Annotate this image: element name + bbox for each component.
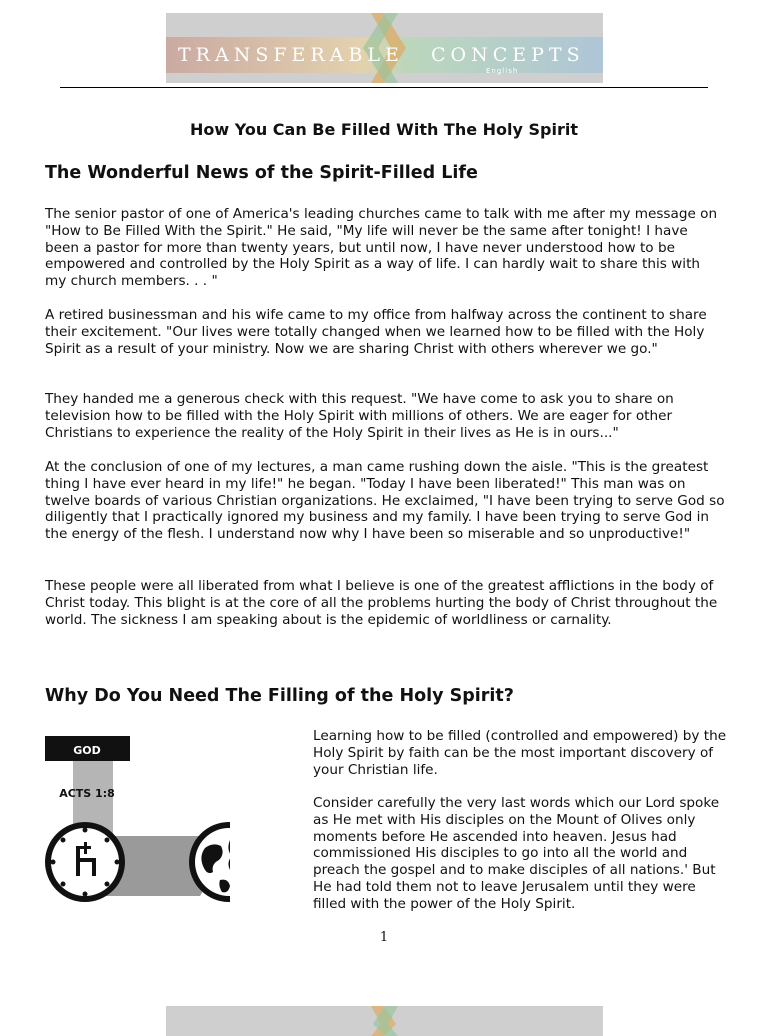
next-page-banner [166, 1006, 603, 1036]
section1-heading: The Wonderful News of the Spirit-Filled Life [45, 163, 478, 183]
throne-circle-icon [45, 822, 125, 902]
verse-label: ACTS 1:8 [59, 787, 115, 800]
spirit-diagram [40, 730, 230, 914]
god-label: GOD [73, 744, 101, 757]
header-rule [60, 87, 708, 88]
paragraph: A retired businessman and his wife came to my office from halfway across the continent to share their excitement. "Our lives were totally changed when we learned how to be filled with the Holy Spirit as a result of your ministry. Now we are sharing Christ with others wherever we go." [45, 307, 707, 357]
page-number: 1 [379, 930, 389, 945]
paragraph: These people were all liberated from what I believe is one of the greatest afflictions in the body of Christ today. This blight is at the core of all the problems hurting the body of Christ throughout the world. The sickness I am speaking about is the epidemic of worldliness or carnality. [45, 578, 718, 628]
section2-heading: Why Do You Need The Filling of the Holy Spirit? [45, 686, 514, 706]
header-banner [166, 13, 603, 83]
banner-right-word: CONCEPTS [431, 44, 585, 66]
document-title: How You Can Be Filled With The Holy Spirit [190, 120, 578, 139]
banner-subtitle: English [486, 67, 519, 75]
paragraph: At the conclusion of one of my lectures, a man came rushing down the aisle. "This is the greatest thing I have ever heard in my life!" he began. "Today I have been liberated!" This man was on twelve boards of various Christian organizations. He exclaimed, "I have been trying to serve God so diligently that I practically ignored my business and my family. I have been trying to serve God in the energy of the flesh. I understand now why I have been so miserable and so unproductive!" [45, 459, 725, 543]
paragraph: They handed me a generous check with this request. "We have come to ask you to share on television how to be filled with the Holy Spirit with millions of others. We are eager for other Christians to experience the reality of the Holy Spirit in their lives as He is in ours..." [45, 391, 674, 441]
diagram-figure [40, 730, 230, 910]
paragraph: Consider carefully the very last words which our Lord spoke as He met with His disciples on the Mount of Olives only moments before He ascended into heaven. Jesus had commissioned His disciples to go into all the world and preach the gospel and to make disciples of all nations.' But He had told them not to leave Jerusalem until they were filled with the power of the Holy Spirit. [313, 795, 720, 912]
next-banner-art [166, 1006, 603, 1036]
banner-left-word: TRANSFERABLE [178, 44, 404, 66]
paragraph: Learning how to be filled (controlled and empowered) by the Holy Spirit by faith can be the most important discovery of your Christian life. [313, 728, 727, 778]
paragraph: The senior pastor of one of America's leading churches came to talk with me after my message on "How to Be Filled With the Spirit." He said, "My life will never be the same after tonight! I have been a pastor for more than twenty years, but until now, I have never understood how to be empowered and controlled by the Holy Spirit as a way of life. I can hardly wait to share this with my church members. . . " [45, 206, 718, 290]
